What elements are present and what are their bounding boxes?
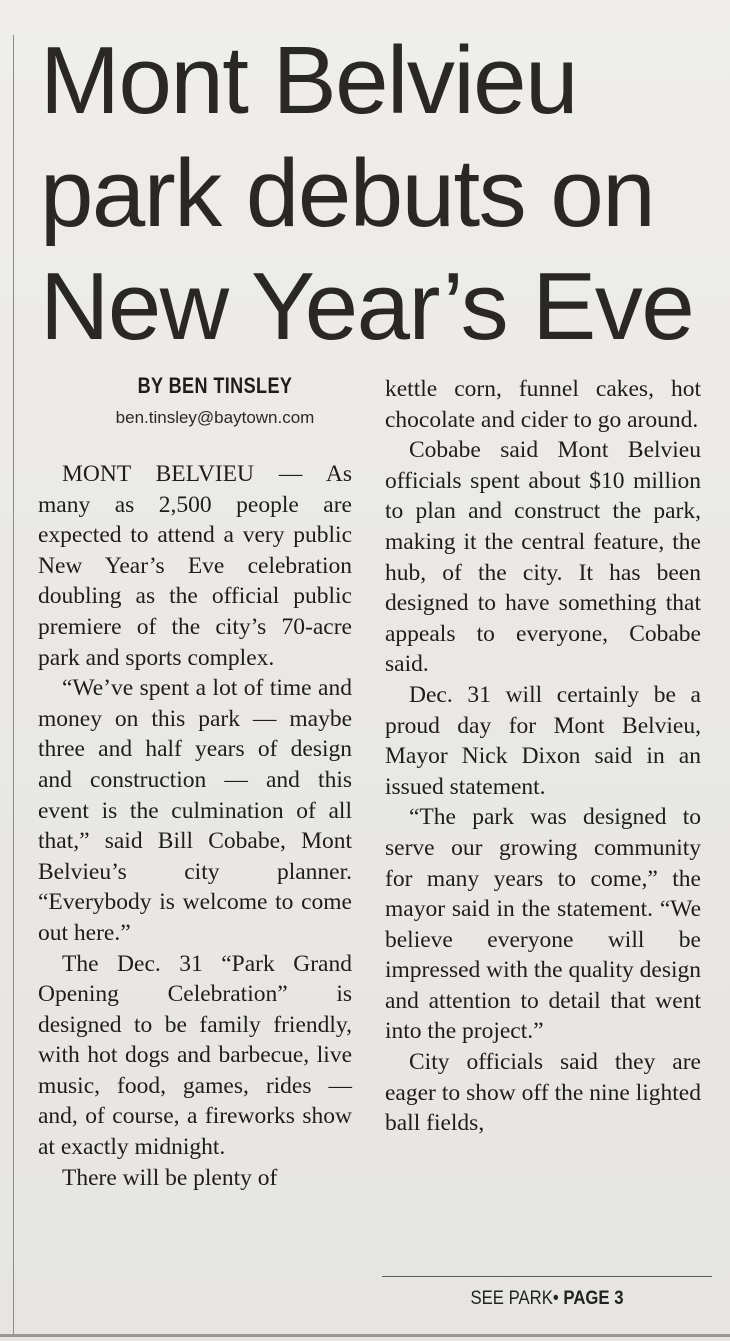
article-paragraph: MONT BELVIEU — As many as 2,500 people are expected to attend a very public New Year’s Eve celebration doubling as the official public premiere of the city’s 70-acre park and sports complex. bbox=[38, 461, 352, 671]
column-rule bbox=[13, 35, 14, 1335]
byline-author: BY BEN TINSLEY bbox=[137, 373, 293, 398]
byline bbox=[80, 372, 350, 430]
headline-line-1: Mont Belvieu bbox=[40, 27, 577, 134]
article-paragraph: Dec. 31 will certainly be a proud day for Mont Belvieu, Mayor Nick Dixon said in an issued statement. bbox=[385, 681, 701, 800]
article-paragraph: Cobabe said Mont Belvieu officials spent about $10 million to plan and construct the park, making it the central feature, the hub, of the city. It has been designed to have something that appeals to everyone, Cobabe said. bbox=[385, 437, 701, 678]
headline-line-3: New Year’s Eve bbox=[40, 253, 694, 360]
article-paragraph: “The park was designed to serve our growing community for many years to come,” the mayor said in the statement. “We believe everyone will be impressed with the quality design and attention to detail that went into the project.” bbox=[385, 804, 701, 1045]
jump-bullet: • bbox=[552, 1288, 559, 1309]
headline-line-2: park debuts on bbox=[40, 140, 655, 247]
article-column-right bbox=[385, 374, 701, 1139]
jump-rule bbox=[382, 1276, 712, 1277]
article-column-left bbox=[38, 459, 352, 1193]
article-paragraph: There will be plenty of bbox=[62, 1164, 278, 1191]
byline-email: ben.tinsley@baytown.com bbox=[115, 408, 315, 427]
article-paragraph: City officials said they are eager to show off the nine lighted ball fields, bbox=[385, 1049, 701, 1137]
headline bbox=[40, 24, 730, 363]
jump-see-text: SEE PARK bbox=[470, 1288, 553, 1309]
jump-line bbox=[402, 1285, 692, 1313]
article-paragraph: kettle corn, funnel cakes, hot chocolate and cider to go around. bbox=[385, 376, 701, 433]
article-paragraph: The Dec. 31 “Park Grand Opening Celebration” is designed to be family friendly, with hot dogs and barbecue, live music, food, games, rides — and, of course, a fireworks show at exactly midnight. bbox=[38, 950, 352, 1161]
bottom-rule bbox=[0, 1334, 730, 1337]
article-paragraph: “We’ve spent a lot of time and money on this park — maybe three and half years of design and construction — and this event is the culmination of all that,” said Bill Cobabe, Mont Belvieu’s city planner. “Everybody is welcome to come out here.” bbox=[38, 675, 352, 946]
jump-page-text: PAGE 3 bbox=[563, 1288, 624, 1309]
